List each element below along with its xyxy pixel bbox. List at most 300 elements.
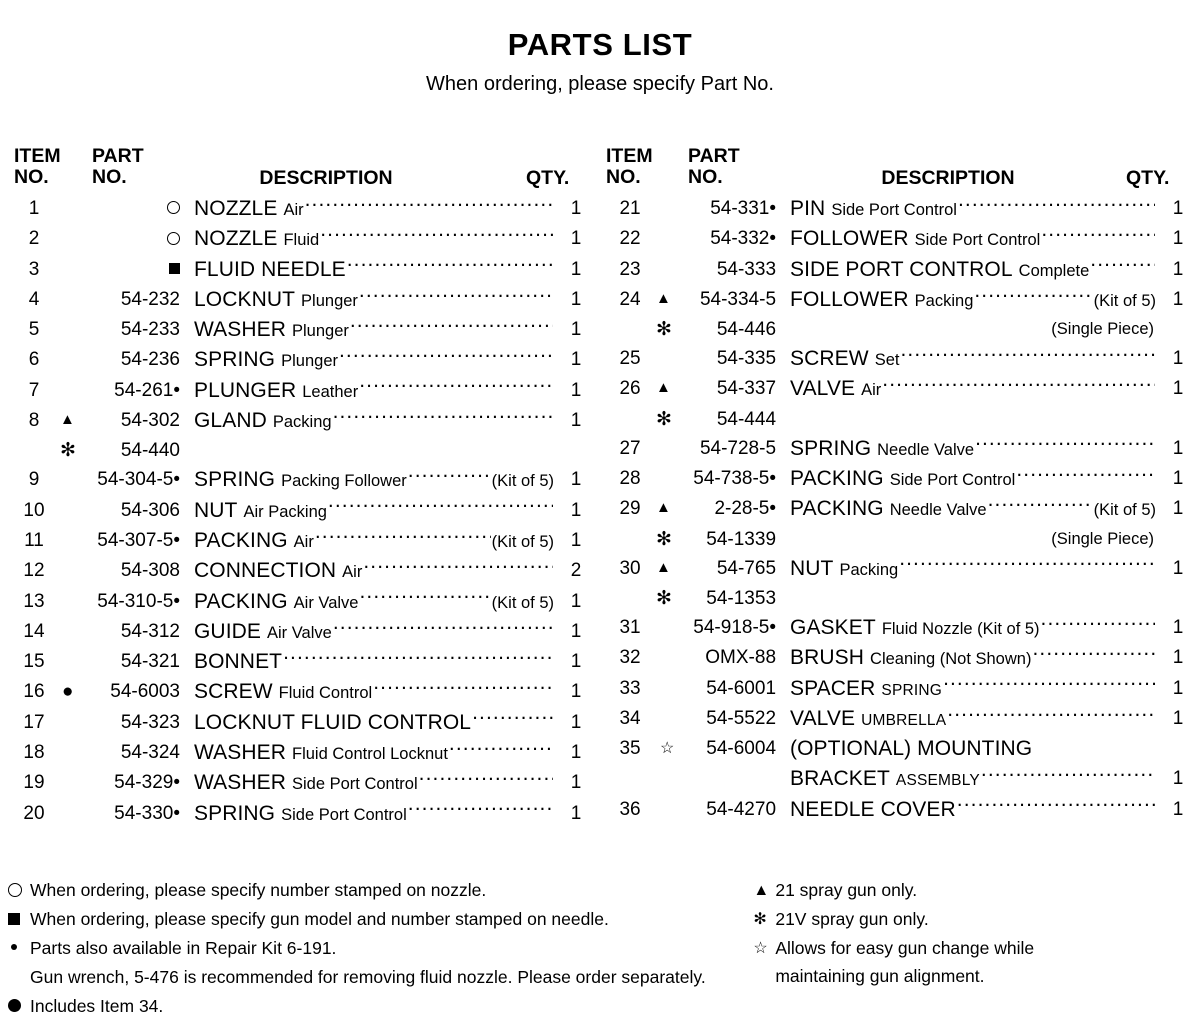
alt-part-number-cell xyxy=(658,584,776,613)
table-row xyxy=(6,799,598,829)
table-row xyxy=(602,374,1200,404)
part-number: 54-308 xyxy=(120,560,180,582)
description-main: FOLLOWER xyxy=(790,287,909,311)
description-qualifier: Cleaning (Not Shown) xyxy=(870,650,1032,669)
quantity: 1 xyxy=(570,319,582,341)
part-number: 54-304-5 xyxy=(97,469,174,491)
spacer xyxy=(1156,525,1200,554)
table-row xyxy=(6,677,598,707)
alt-part-note-cell xyxy=(776,405,1156,434)
quantity: 1 xyxy=(1172,288,1184,310)
open-circle-icon xyxy=(8,876,30,905)
item-number: 20 xyxy=(23,802,45,824)
dot-leader xyxy=(947,705,1155,725)
dot-leader xyxy=(359,588,490,608)
quantity: 1 xyxy=(1172,378,1184,400)
description-main: BRACKET xyxy=(790,767,890,791)
repair-kit-dot-icon: • xyxy=(769,498,777,520)
table-row xyxy=(602,194,1200,224)
dot-leader xyxy=(363,558,553,578)
item-number: 32 xyxy=(619,647,641,669)
part-number: 54-329 xyxy=(114,772,174,794)
repair-kit-dot-icon: • xyxy=(173,590,180,612)
dot-leader xyxy=(1041,614,1155,634)
description-cell xyxy=(776,795,1156,825)
footnote xyxy=(753,905,1200,934)
quantity: 1 xyxy=(570,772,582,794)
quantity: 1 xyxy=(570,681,582,703)
quantity: 1 xyxy=(1172,647,1184,669)
part-number-cell xyxy=(658,795,776,825)
table-row xyxy=(602,643,1200,673)
part-number-cell xyxy=(62,315,180,345)
dot-leader xyxy=(408,467,491,487)
description-main: SCREW xyxy=(194,680,273,704)
description-cell xyxy=(180,224,554,255)
part-number: 54-765 xyxy=(716,557,777,579)
item-number: 24 xyxy=(619,288,641,310)
quantity: 1 xyxy=(570,499,582,521)
description-cell xyxy=(180,587,554,618)
alt-part-number-cell xyxy=(658,405,776,434)
dot-leader xyxy=(320,226,553,246)
header-qty: QTY. xyxy=(1126,167,1170,189)
table-row xyxy=(6,224,598,254)
part-number: 54-332 xyxy=(710,228,770,250)
dot-leader xyxy=(1041,226,1155,246)
repair-kit-dot-icon: • xyxy=(173,802,180,824)
description-qualifier: Side Port Control xyxy=(281,805,407,824)
alt-part-number: 54-1353 xyxy=(706,587,777,609)
footnotes-right xyxy=(739,876,1200,1021)
part-number-cell xyxy=(62,647,180,677)
footnote xyxy=(753,934,1200,963)
part-number-cell xyxy=(658,285,776,315)
footnote-text: When ordering, please specify gun model and number stamped on needle. xyxy=(30,909,609,929)
quantity: 1 xyxy=(1172,557,1184,579)
description-main: GLAND xyxy=(194,409,267,433)
dot-leader xyxy=(305,196,553,216)
description-cell xyxy=(776,554,1156,585)
description-qualifier: Air xyxy=(861,381,882,400)
spacer xyxy=(1156,584,1200,613)
item-number: 17 xyxy=(23,711,45,733)
part-number-cell xyxy=(62,708,180,738)
dot-leader xyxy=(333,618,553,638)
asterisk-icon: ✻ xyxy=(656,528,672,550)
item-number: 11 xyxy=(24,529,44,551)
quantity: 1 xyxy=(1172,768,1184,790)
footnote xyxy=(753,876,1200,905)
item-number: 36 xyxy=(619,798,641,820)
part-number-cell xyxy=(658,494,776,524)
table-row xyxy=(602,464,1200,494)
quantity: 1 xyxy=(1172,258,1184,280)
triangle-icon: ▲ xyxy=(656,499,671,517)
parts-rows-right xyxy=(602,194,1200,825)
spacer xyxy=(1156,315,1200,344)
single-piece-note: (Single Piece) xyxy=(1051,529,1154,548)
parts-list-page xyxy=(0,28,1200,1031)
header-part-no: PART NO. xyxy=(92,145,144,188)
footnote-text: 21 spray gun only. xyxy=(775,880,918,900)
spacer xyxy=(1156,405,1200,434)
description-main: GASKET xyxy=(790,615,876,639)
description-main: LOCKNUT xyxy=(194,287,296,311)
part-number: 54-728-5 xyxy=(699,437,777,459)
table-row xyxy=(6,496,598,526)
column-header-right xyxy=(602,146,1200,194)
filled-square-icon xyxy=(169,259,180,280)
description-main: WASHER xyxy=(194,771,286,795)
part-number-cell xyxy=(658,554,776,584)
item-number: 9 xyxy=(28,469,40,491)
quantity: 1 xyxy=(570,590,582,612)
quantity: 1 xyxy=(1172,228,1184,250)
part-number: 54-302 xyxy=(120,410,180,432)
table-row xyxy=(602,734,1200,764)
kit-note: (Kit of 5) xyxy=(491,532,555,551)
dot-leader xyxy=(472,709,553,729)
dot-leader xyxy=(315,527,491,547)
description-main: BONNET xyxy=(194,650,283,674)
dot-leader xyxy=(419,770,553,790)
part-number-cell xyxy=(62,285,180,315)
part-number: 54-337 xyxy=(716,378,777,400)
quantity: 1 xyxy=(570,198,582,219)
description-qualifier: Set xyxy=(874,351,900,370)
dot-leader xyxy=(339,347,553,367)
description-main: PLUNGER xyxy=(194,378,297,402)
quantity: 1 xyxy=(1172,498,1184,520)
part-number-cell xyxy=(658,224,776,254)
description-qualifier: Air xyxy=(293,532,314,551)
description-cell xyxy=(180,647,554,677)
description-main: BRUSH xyxy=(790,646,865,670)
kit-note: (Kit of 5) xyxy=(491,472,555,491)
quantity: 1 xyxy=(570,288,582,310)
part-number: 54-330 xyxy=(114,802,174,824)
part-number: 54-306 xyxy=(120,499,180,521)
description-qualifier: Needle Valve xyxy=(877,440,975,459)
table-row xyxy=(602,344,1200,374)
quantity: 1 xyxy=(570,529,582,551)
description-qualifier: Side Port Control xyxy=(831,201,957,219)
description-cell xyxy=(180,617,554,648)
repair-kit-dot-icon: • xyxy=(173,469,180,491)
description-qualifier: Air Valve xyxy=(267,623,332,642)
triangle-icon: ▲ xyxy=(656,379,671,397)
table-row xyxy=(6,376,598,406)
part-number: 54-5522 xyxy=(706,707,777,729)
description-qualifier: Packing xyxy=(272,413,332,432)
item-number: 31 xyxy=(619,616,641,638)
spacer xyxy=(602,405,658,434)
part-number-cell xyxy=(62,376,180,406)
description-cell xyxy=(776,194,1156,225)
part-number-cell xyxy=(62,738,180,768)
footnote xyxy=(8,992,739,1021)
description-main: NOZZLE xyxy=(194,227,278,251)
part-number-cell xyxy=(62,224,180,254)
description-main: WASHER xyxy=(194,741,286,765)
description-cell xyxy=(180,315,554,346)
description-main: NUT xyxy=(194,498,238,522)
part-number-cell xyxy=(62,194,180,224)
part-number: 54-323 xyxy=(120,711,180,733)
spacer xyxy=(554,436,598,465)
part-number: 54-918-5 xyxy=(693,616,770,638)
table-row-continuation xyxy=(602,764,1200,794)
part-number-cell xyxy=(62,406,180,436)
alt-part-number-cell xyxy=(658,525,776,554)
item-number: 29 xyxy=(619,498,641,520)
table-row xyxy=(6,526,598,556)
table-row xyxy=(6,315,598,345)
table-row xyxy=(602,285,1200,315)
description-cell xyxy=(180,677,554,708)
dot-leader xyxy=(882,376,1155,396)
footnote-text: 21V spray gun only. xyxy=(775,909,929,929)
description-cell xyxy=(776,285,1156,316)
triangle-icon: ▲ xyxy=(656,558,671,576)
description-main: GUIDE xyxy=(194,619,262,643)
table-row xyxy=(602,674,1200,704)
description-qualifier: Air xyxy=(283,201,304,219)
parts-table-left xyxy=(0,146,598,829)
description-cell xyxy=(180,556,554,587)
description-cell xyxy=(776,674,1156,706)
table-row xyxy=(6,406,598,436)
table-row xyxy=(6,255,598,285)
part-number: OMX-88 xyxy=(705,647,777,669)
dot-leader xyxy=(408,800,553,820)
description-qualifier: SPRING xyxy=(881,681,943,699)
table-row xyxy=(6,617,598,647)
description-qualifier: Fluid Nozzle (Kit of 5) xyxy=(881,619,1040,638)
part-number-cell xyxy=(62,768,180,798)
description-qualifier: UMBRELLA xyxy=(861,711,947,729)
dot-leader xyxy=(373,679,553,699)
description-qualifier: Side Port Control xyxy=(914,231,1041,250)
table-row xyxy=(602,494,1200,524)
part-number: 54-6004 xyxy=(706,738,777,760)
description-cell xyxy=(776,613,1156,644)
quantity: 1 xyxy=(1172,198,1184,219)
description-cell xyxy=(776,255,1156,286)
open-circle-icon xyxy=(167,198,180,219)
footnotes-left xyxy=(0,876,739,1021)
part-number: 54-334-5 xyxy=(699,288,777,310)
triangle-icon: ▲ xyxy=(656,289,671,307)
item-number: 18 xyxy=(23,742,45,764)
alt-part-number: 54-446 xyxy=(716,319,777,341)
part-number-cell xyxy=(62,556,180,586)
quantity: 1 xyxy=(570,349,582,371)
alt-part-note-cell xyxy=(776,525,1156,554)
item-number: 28 xyxy=(619,468,641,490)
description-cell xyxy=(180,194,554,225)
item-number: 2 xyxy=(28,228,40,250)
repair-kit-dot-icon: • xyxy=(173,379,180,401)
part-number: 54-6001 xyxy=(706,677,777,699)
parts-table-right xyxy=(598,146,1200,829)
table-row xyxy=(602,434,1200,464)
description-main: SCREW xyxy=(790,347,869,371)
dot-leader xyxy=(958,196,1155,216)
star-icon: ☆ xyxy=(660,740,675,758)
item-number: 23 xyxy=(619,258,641,280)
repair-kit-dot-icon: • xyxy=(173,772,180,794)
description-main: SPRING xyxy=(194,468,276,492)
description-qualifier: Complete xyxy=(1018,261,1090,280)
dot-leader xyxy=(347,256,553,276)
part-number-cell xyxy=(658,643,776,673)
description-cell xyxy=(180,465,554,496)
description-qualifier: Needle Valve xyxy=(889,501,987,520)
description-cell xyxy=(180,496,554,527)
part-number: 54-335 xyxy=(716,348,777,370)
part-number-cell xyxy=(62,587,180,617)
part-number-cell xyxy=(62,617,180,647)
description-cell xyxy=(180,768,554,799)
description-main: (OPTIONAL) MOUNTING xyxy=(790,737,1033,761)
description-cell xyxy=(776,224,1156,255)
item-number: 19 xyxy=(23,772,45,794)
dot-leader xyxy=(1032,645,1155,665)
description-cell xyxy=(776,464,1156,495)
footnote xyxy=(8,934,739,963)
alt-part-note-cell xyxy=(776,584,1156,613)
part-number-cell xyxy=(62,465,180,495)
header-item-no: ITEM NO. xyxy=(14,145,61,188)
description-qualifier: Side Port Control xyxy=(889,471,1016,490)
item-number: 16 xyxy=(23,681,45,703)
description-cell xyxy=(180,285,554,316)
table-row xyxy=(602,704,1200,734)
table-row xyxy=(6,345,598,375)
part-number-cell xyxy=(62,677,180,707)
item-number: 34 xyxy=(619,707,641,729)
footnote-continuation: maintaining gun alignment. xyxy=(775,966,985,986)
description-qualifier: ASSEMBLY xyxy=(895,772,980,790)
dot-leader xyxy=(957,796,1155,816)
item-number: 27 xyxy=(619,437,641,459)
item-number: 3 xyxy=(28,258,40,280)
quantity: 1 xyxy=(570,258,582,280)
alt-part-note-cell xyxy=(776,315,1156,344)
description-qualifier: Air xyxy=(342,563,363,582)
footnote-continuation: Gun wrench, 5-476 is recommended for removing fluid nozzle. Please order separately. xyxy=(30,967,706,987)
quantity: 1 xyxy=(570,651,582,673)
footnote-text: When ordering, please specify number stamped on nozzle. xyxy=(30,880,487,900)
parts-table-columns xyxy=(0,146,1200,829)
description-main: PACKING xyxy=(790,467,884,491)
part-number: 54-321 xyxy=(120,651,180,673)
description-main: PACKING xyxy=(194,528,288,552)
repair-kit-dot-icon: • xyxy=(769,198,777,219)
description-cell xyxy=(776,434,1156,465)
description-main: SPRING xyxy=(194,801,276,825)
table-row-alt-part xyxy=(602,405,1200,434)
table-row xyxy=(6,194,598,224)
description-qualifier: Side Port Control xyxy=(292,775,418,794)
header-description: DESCRIPTION xyxy=(881,167,1015,189)
description-main: PIN xyxy=(790,197,826,220)
quantity: 1 xyxy=(570,379,582,401)
description-cell xyxy=(776,734,1156,764)
quantity: 1 xyxy=(570,742,582,764)
description-cell xyxy=(180,738,554,769)
description-qualifier: Plunger xyxy=(292,322,349,341)
asterisk-icon: ✻ xyxy=(656,587,672,609)
asterisk-icon: ✻ xyxy=(656,319,672,341)
description-main: LOCKNUT FLUID CONTROL xyxy=(194,710,472,734)
table-row xyxy=(602,613,1200,643)
part-number: 54-261 xyxy=(114,379,174,401)
page-title: PARTS LIST xyxy=(507,27,693,62)
description-qualifier: Packing xyxy=(914,291,974,310)
description-cell xyxy=(180,406,554,437)
table-row xyxy=(602,224,1200,254)
part-number-cell xyxy=(658,344,776,374)
item-number: 10 xyxy=(23,499,45,521)
item-number: 4 xyxy=(28,288,40,310)
quantity: 1 xyxy=(1172,468,1184,490)
part-number: 54-307-5 xyxy=(97,529,174,551)
star-icon: ☆ xyxy=(753,940,768,957)
item-number: 8 xyxy=(28,410,40,432)
part-number: 54-310-5 xyxy=(97,590,174,612)
dot-leader xyxy=(988,496,1093,516)
table-row xyxy=(602,554,1200,584)
description-qualifier: Air Packing xyxy=(243,502,327,521)
quantity: 1 xyxy=(1172,707,1184,729)
dot-leader xyxy=(328,497,553,517)
part-number: 54-738-5 xyxy=(693,468,770,490)
item-number: 7 xyxy=(28,379,40,401)
part-number-cell xyxy=(658,704,776,734)
table-row xyxy=(602,255,1200,285)
table-row-alt-part xyxy=(602,584,1200,613)
description-main: SIDE PORT CONTROL xyxy=(790,257,1013,281)
description-main: PACKING xyxy=(194,589,288,613)
description-qualifier: Air Valve xyxy=(293,593,359,612)
description-cell xyxy=(180,526,554,557)
description-main: VALVE xyxy=(790,377,856,401)
part-number: 54-233 xyxy=(120,319,180,341)
quantity: 1 xyxy=(1172,677,1184,699)
table-row xyxy=(602,795,1200,825)
description-main: PACKING xyxy=(790,497,884,521)
description-main: NEEDLE COVER xyxy=(790,797,956,821)
quantity: 2 xyxy=(570,560,582,582)
quantity: 1 xyxy=(1172,348,1184,370)
filled-circle-icon: ● xyxy=(62,681,74,703)
repair-kit-dot-icon: • xyxy=(769,228,777,250)
table-row xyxy=(6,738,598,768)
table-row xyxy=(6,587,598,617)
dot-leader xyxy=(350,317,553,337)
part-number-cell xyxy=(658,464,776,494)
dot-leader xyxy=(900,346,1155,366)
part-number: 54-331 xyxy=(710,198,770,219)
description-qualifier: Leather xyxy=(302,382,359,401)
dot-leader xyxy=(359,286,553,306)
description-qualifier: Fluid xyxy=(283,231,320,250)
dot-leader xyxy=(943,675,1155,695)
table-row-alt-part xyxy=(6,436,598,465)
